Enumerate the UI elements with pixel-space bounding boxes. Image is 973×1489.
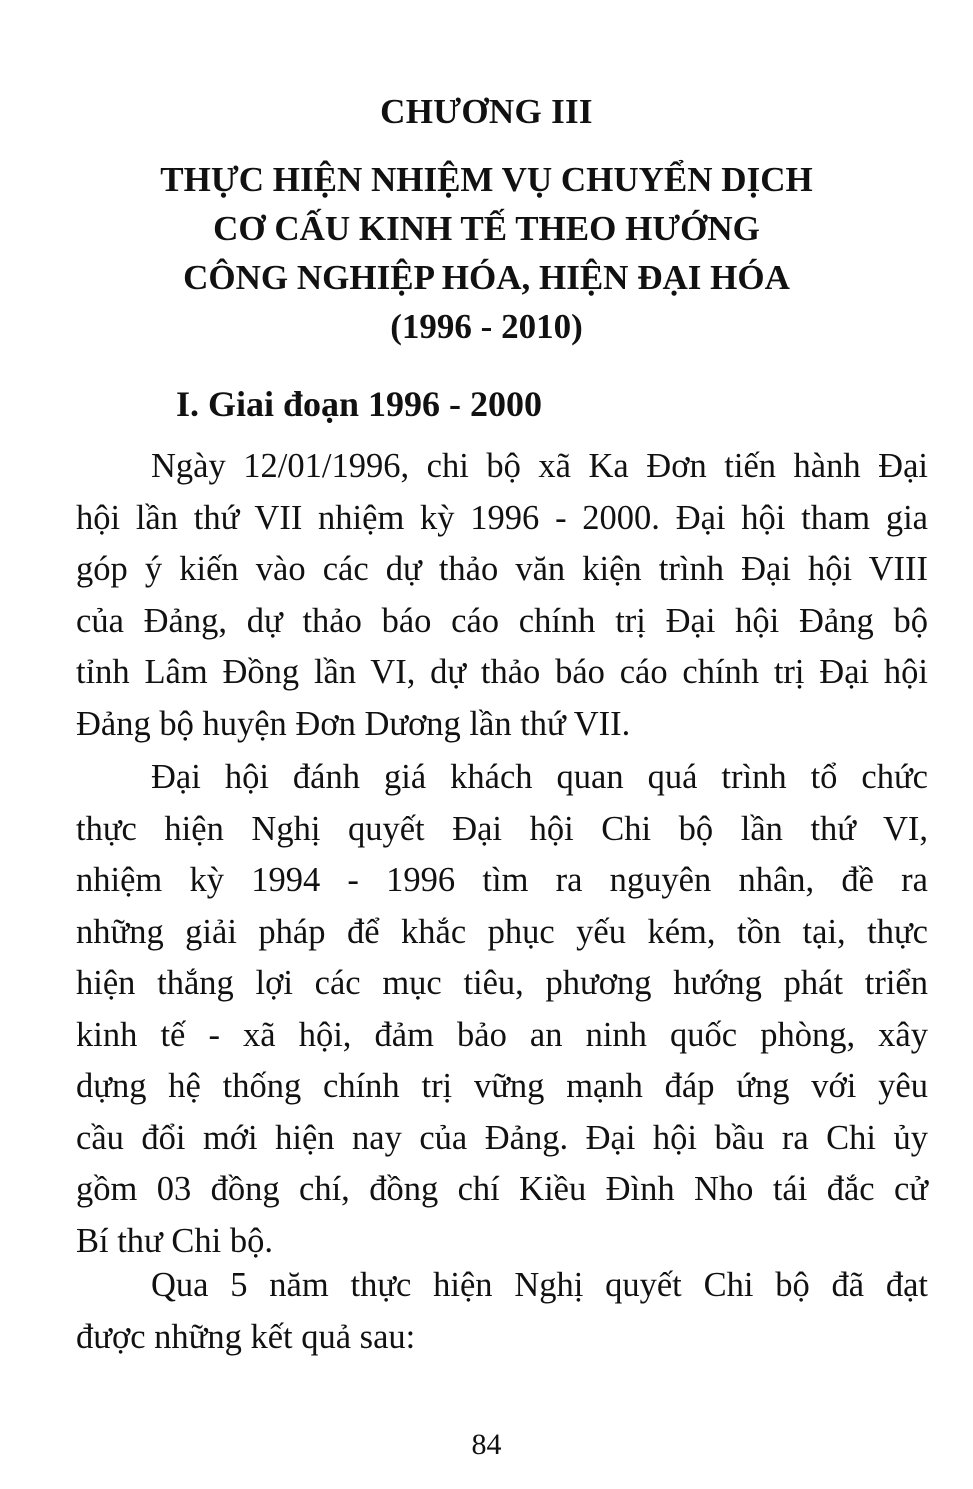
paragraph-line: cầu đổi mới hiện nay của Đảng. Đại hội bầu ra Chi ủy: [76, 1118, 928, 1157]
paragraph-line: hiện thắng lợi các mục tiêu, phương hướng phát triển: [76, 964, 928, 1002]
chapter-title-line: CƠ CẤU KINH TẾ THEO HƯỚNG: [213, 209, 760, 248]
paragraph-line: Qua 5 năm thực hiện Nghị quyết Chi bộ đã đạt: [151, 1266, 928, 1304]
paragraph-line: góp ý kiến vào các dự thảo văn kiện trình Đại hội VIII: [76, 550, 928, 588]
paragraph-line: Ngày 12/01/1996, chi bộ xã Ka Đơn tiến hành Đại: [151, 447, 928, 485]
chapter-title-line: THỰC HIỆN NHIỆM VỤ CHUYỂN DỊCH: [160, 160, 813, 199]
paragraph-line: Đảng bộ huyện Đơn Dương lần thứ VII.: [76, 704, 631, 743]
paragraph-line: được những kết quả sau:: [76, 1317, 416, 1356]
paragraph-2: [76, 752, 928, 1267]
paragraph-line: kinh tế - xã hội, đảm bảo an ninh quốc phòng, xây: [76, 1015, 928, 1054]
paragraph-line: hội lần thứ VII nhiệm kỳ 1996 - 2000. Đại hội tham gia: [76, 498, 928, 537]
paragraph-3: [76, 1260, 928, 1363]
paragraph-line: gồm 03 đồng chí, đồng chí Kiều Đình Nho tái đắc cử: [76, 1170, 928, 1208]
paragraph-line: của Đảng, dự thảo báo cáo chính trị Đại hội Đảng bộ: [76, 601, 928, 640]
chapter-title-years: (1996 - 2010): [390, 307, 583, 346]
chapter-title-line: CÔNG NGHIỆP HÓA, HIỆN ĐẠI HÓA: [183, 258, 790, 297]
paragraph-line: thực hiện Nghị quyết Đại hội Chi bộ lần thứ VI,: [76, 809, 928, 848]
paragraph-1: [76, 441, 928, 750]
paragraph-line: dựng hệ thống chính trị vững mạnh đáp ứng với yêu: [76, 1067, 928, 1105]
paragraph-line: tỉnh Lâm Đồng lần VI, dự thảo báo cáo chính trị Đại hội: [76, 653, 928, 691]
chapter-title: [0, 155, 973, 351]
paragraph-line: Bí thư Chi bộ.: [76, 1221, 273, 1260]
section-heading: I. Giai đoạn 1996 - 2000: [176, 384, 543, 424]
paragraph-line: Đại hội đánh giá khách quan quá trình tổ chức: [151, 758, 928, 796]
chapter-label: CHƯƠNG III: [380, 92, 593, 131]
paragraph-line: những giải pháp để khắc phục yếu kém, tồn tại, thực: [76, 912, 928, 951]
paragraph-line: nhiệm kỳ 1994 - 1996 tìm ra nguyên nhân, đề ra: [76, 861, 928, 899]
page-number: 84: [471, 1428, 502, 1461]
